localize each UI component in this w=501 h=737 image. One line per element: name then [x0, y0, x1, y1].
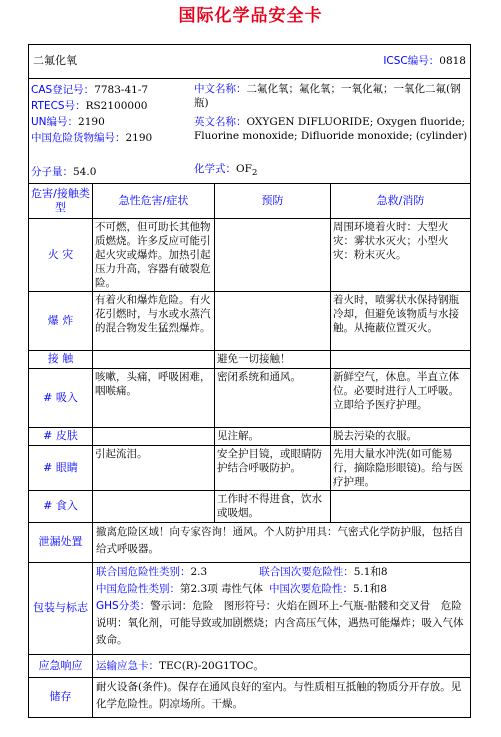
emergency-content	[93, 655, 470, 677]
rtecs-line	[31, 98, 190, 114]
un-line	[31, 114, 190, 130]
ghs-line	[96, 598, 467, 649]
row-acute: 不可燃，但可助长其他物质燃烧。许多反应可能引起火灾或爆炸。加热引起压力升高，容器有破裂危险。	[93, 219, 215, 291]
hazard-table-header	[29, 183, 470, 218]
icsc-number	[383, 55, 466, 68]
ghs-value: 警示词：危险 图形符号：火焰在圆环上-气瓶-骷髅和交叉骨 危险说明：氧化剂，可能导致或加剧燃烧；内含高压气体，遇热可能爆炸；吸入气体致命。	[96, 600, 464, 646]
un-value: 2190	[78, 116, 105, 128]
molecular-weight-line	[31, 166, 190, 179]
hazard-row-fire	[29, 218, 470, 291]
row-acute: 咳嗽，头痛，呼吸困难，咽喉痛。	[93, 369, 215, 427]
ghs-label: GHS分类：	[96, 600, 151, 612]
header-prevention: 预防	[215, 184, 331, 218]
row-first-aid	[331, 491, 470, 522]
row-first-aid: 先用大量水冲洗(如可能易行，摘除隐形眼镜)。给与医疗护理。	[333, 448, 464, 488]
header-type: 危害/接触类型	[29, 184, 93, 218]
cn-sub-label: 中国次要危险性：	[269, 583, 354, 595]
transport-value: TEC(R)-20G1TOC。	[159, 659, 264, 672]
row-type: 火 灾	[29, 219, 93, 291]
chemical-name-row	[29, 45, 470, 78]
row-prevention: 工作时不得进食，饮水或吸烟。	[215, 491, 331, 522]
cn-class-label: 中国危险性类别：	[96, 583, 180, 595]
row-acute: 引起流泪。	[93, 446, 215, 490]
un-class-label: 联合国危险性类别：	[96, 566, 191, 578]
row-first-aid	[331, 351, 470, 368]
row-prevention: 避免一切接触！	[215, 351, 331, 368]
hazard-row-eyes	[29, 445, 470, 490]
cn-sub-value: 5.1和8	[353, 583, 387, 595]
row-acute	[93, 428, 215, 445]
en-name-label: 英文名称：	[194, 116, 247, 128]
cn-name-value: 二氟化氧；氟化氧；一氧化氟；一氧化二氟(钢瓶)	[194, 83, 461, 109]
cn-name-line	[194, 82, 468, 110]
storage-label: 储存	[29, 678, 93, 717]
cn-name-label: 中文名称：	[194, 83, 247, 95]
formula-sub: 2	[251, 167, 258, 178]
header-acute: 急性危害/症状	[93, 184, 215, 218]
cn-danger-value: 2190	[125, 132, 153, 144]
row-type: # 皮肤	[29, 428, 93, 445]
un-sub-label: 联合国次要危险性：	[259, 566, 354, 578]
en-name-value: OXYGEN DIFLUORIDE; Oxygen fluoride; Fluorine monoxide; Difluoride monoxide; (cylinder)	[194, 116, 468, 142]
header-first-aid: 急救/消防	[376, 193, 425, 207]
safety-card	[28, 44, 471, 718]
hazard-row-explosion	[29, 291, 470, 350]
row-prevention: 密闭系统和通风。	[215, 369, 331, 427]
spill-row	[29, 522, 470, 562]
mw-value: 54.0	[73, 165, 97, 178]
spill-label: 泄漏处置	[29, 523, 93, 562]
en-name-line	[194, 116, 468, 143]
row-acute: 有着火和爆炸危险。有火花引燃时，与水或水蒸汽的混合物发生猛烈爆炸。	[93, 292, 215, 350]
row-type: 爆 炸	[29, 292, 93, 350]
hazard-row-contact	[29, 350, 470, 368]
row-prevention: 安全护目镜，或眼睛防护结合呼吸防护。	[215, 446, 331, 490]
identifiers-right	[192, 79, 470, 183]
hazard-row-inhalation	[29, 368, 470, 427]
cn-danger-line	[31, 130, 190, 146]
un-label: UN编号：	[31, 116, 79, 128]
storage-row	[29, 677, 470, 717]
spill-text: 撤离危险区域！向专家咨询！通风。个人防护用具：气密式化学防护服，包括自给式呼吸器。	[96, 526, 464, 555]
formula-main: OF	[236, 162, 252, 175]
emergency-row	[29, 654, 470, 677]
packaging-row	[29, 562, 470, 654]
formula-line	[194, 163, 468, 179]
icsc-value: 0818	[439, 54, 466, 67]
packaging-content	[93, 563, 470, 654]
chemical-name: 二氟化氧	[33, 54, 77, 68]
row-prevention: 见注解。	[215, 428, 331, 445]
storage-text: 耐火设备(条件)。保存在通风良好的室内。与性质相互抵触的物质分开存放。见化学危险性。阴凉场所。干燥。	[96, 681, 462, 710]
cn-danger-label: 中国危险货物编号：	[31, 132, 126, 144]
row-acute	[93, 491, 215, 522]
row-first-aid: 着火时，喷雾状水保持钢瓶冷却，但避免该物质与水接触。从掩蔽位置灭火。	[333, 294, 459, 334]
cn-class-line	[96, 581, 467, 598]
hazard-row-skin	[29, 427, 470, 445]
emergency-label: 应急响应	[29, 655, 93, 677]
packaging-label: 包装与标志	[29, 563, 93, 654]
mw-label: 分子量：	[31, 165, 73, 178]
row-type: # 食入	[29, 491, 93, 522]
row-first-aid: 脱去污染的衣服。	[333, 430, 417, 442]
un-class-line	[96, 564, 467, 581]
page-title: 国际化学品安全卡	[178, 6, 323, 26]
hazard-row-ingestion	[29, 490, 470, 522]
row-first-aid: 新鲜空气，休息。半直立体位。必要时进行人工呼吸。立即给予医疗护理。	[333, 371, 459, 411]
row-type: 接 触	[29, 351, 93, 368]
formula-label: 化学式：	[194, 162, 236, 175]
icsc-label: ICSC编号：	[383, 54, 440, 67]
identifiers-left	[29, 79, 192, 183]
cas-line	[31, 82, 190, 98]
rtecs-value: RS2100000	[85, 100, 148, 112]
un-sub-value: 5.1和8	[353, 566, 388, 578]
row-acute	[93, 351, 215, 368]
transport-label: 运输应急卡：	[96, 659, 159, 672]
cas-value: 7783-41-7	[94, 84, 149, 96]
cas-label: CAS登记号：	[31, 84, 95, 96]
cn-class-value: 第2.3项 毒性气体	[180, 583, 264, 595]
row-type: # 眼睛	[29, 446, 93, 490]
identifiers-block	[29, 78, 470, 183]
row-prevention	[215, 292, 331, 350]
rtecs-label: RTECS号：	[31, 100, 86, 112]
row-type: # 吸入	[29, 369, 93, 427]
row-first-aid: 周围环境着火时：大型火灾：雾状水灭火；小型火灾：粉末灭火。	[333, 221, 449, 261]
un-class-value: 2.3	[190, 566, 208, 578]
row-prevention	[215, 219, 331, 291]
